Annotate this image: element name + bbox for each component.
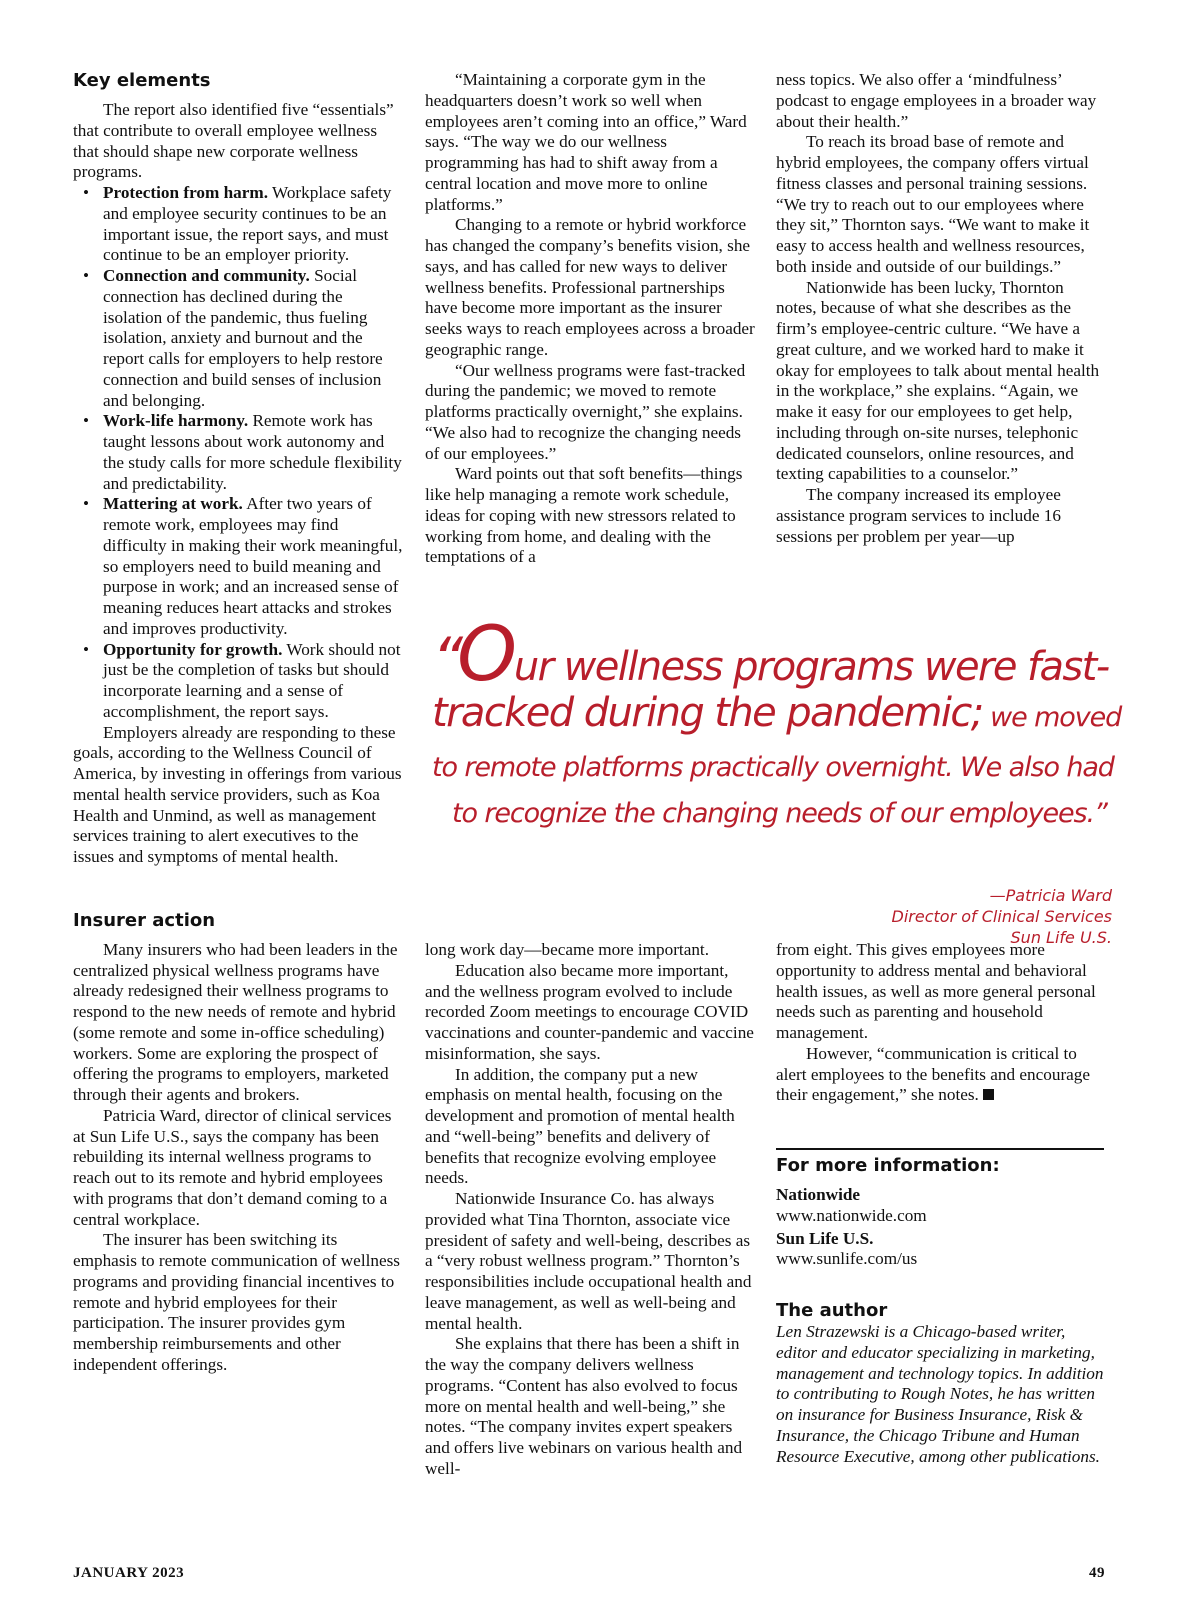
column-right-bottom — [776, 940, 1106, 1106]
url-sunlife[interactable]: www.sunlife.com/us — [776, 1249, 918, 1269]
paragraph: To reach its broad base of remote and hybrid employees, the company offers virtual fitness classes and personal training sessions. “We try to reach out to our employees where they sit,” Thornton says. “We want to make it easy to access health and wellness resources, both inside and outside of our buildings.” — [776, 132, 1090, 276]
column-middle-bottom — [425, 940, 755, 1480]
footer-issue: JANUARY 2023 — [73, 1565, 185, 1581]
bullet-title: Connection and community. — [103, 266, 310, 285]
bullet-title: Opportunity for growth. — [103, 639, 283, 659]
author-bio: Len Strazewski is a Chicago-based writer, editor and educator specializing in marketing, management and technology topics. In addition to contributing to Rough Notes, he has written on insurance for Business Insurance, Risk & Insurance, the Chicago Tribune and Human Resource Executive, among other publications. — [776, 1322, 1104, 1466]
column-left — [73, 70, 403, 1376]
column-middle-top — [425, 70, 755, 568]
paragraph: ness topics. We also offer a ‘mindfulness’ podcast to engage employees in a broader way about their health.” — [776, 70, 1097, 131]
closing-text: However, “communication is critical to alert employees to the benefits and encourage their engagement,” she notes. — [776, 1043, 1091, 1105]
list-item: • Opportunity for growth. Work should not just be the completion of tasks but should incorporate learning and a sense of accomplishment, the report says. — [83, 639, 401, 721]
org-nationwide — [776, 1185, 1106, 1206]
heading-the-author: The author — [776, 1300, 888, 1321]
paragraph: from eight. This gives employees more opportunity to address mental and behavioral health issues, as well as more general personal needs such as parenting and household management. — [776, 940, 1096, 1042]
pull-quote-line-4: to recognize the changing needs of our employees.” — [452, 798, 1107, 829]
list-item: • Mattering at work. After two years of remote work, employees may find difficulty in making their work meaningful, so employers need to build meaning and purpose in work; and an increased sense of meaning reduces heart attacks and strokes and improves productivity. — [83, 494, 403, 638]
column-right-top — [776, 70, 1106, 547]
pull-quote-text: we moved — [982, 702, 1122, 733]
paragraph: long work day—became more important. — [425, 940, 709, 959]
bullet-text: After two years of remote work, employees may find difficulty in making their work meaningful, so employers need to build meaning and purpose in work; and an increased sense of meaning reduces heart attacks and strokes and improves productivity. — [103, 494, 403, 638]
essentials-list — [73, 183, 403, 723]
paragraph: Nationwide Insurance Co. has always provided what Tina Thornton, associate vice president of safety and well-being, describes as a “very robust wellness program.” Thornton’s responsibilities include occupational health and leave management, as well as well-being and mental health. — [425, 1189, 752, 1333]
open-quote-mark: “ — [432, 625, 458, 695]
bullet-title: Work-life harmony. — [103, 411, 249, 431]
paragraph: Many insurers who had been leaders in the centralized physical wellness programs have already redesigned their wellness programs to respond to the new needs of remote and hybrid (some remote and some in-office scheduling) workers. Some are exploring the prospect of offering the programs to employers, marketed through their agents and brokers. — [73, 939, 398, 1104]
paragraph: Patricia Ward, director of clinical services at Sun Life U.S., says the company has been rebuilding its internal wellness programs to reach out to its remote and hybrid employees with programs that don’t demand coming to a central workplace. — [73, 1105, 392, 1229]
pull-quote-text: tracked during the pandemic; — [432, 690, 983, 736]
list-item: • Protection from harm. Workplace safety and employee security continues to be an important issue, the report says, and must continue to be an employer priority. — [83, 183, 392, 265]
drop-cap: O — [457, 609, 514, 698]
pull-quote-line-3: to remote platforms practically overnight. We also had — [432, 752, 1114, 783]
list-item: • Connection and community. Social connection has declined during the isolation of the pandemic, thus fueling isolation, anxiety and burnout and the report calls for employers to help restore connection and build senses of inclusion and belonging. — [83, 266, 383, 410]
pull-quote-text: ur wellness programs were fast- — [513, 644, 1109, 690]
heading-insurer-action: Insurer action — [73, 909, 216, 931]
paragraph: She explains that there has been a shift in the way the company delivers wellness programs. “Content has also evolved to focus more on mental health and well-being,” she notes. “The company invites expert speakers and offers live webinars on various health and well- — [425, 1334, 743, 1478]
attribution-name: —Patricia Ward — [989, 886, 1112, 905]
heading-more-info: For more information: — [776, 1155, 1000, 1176]
attribution-company: Sun Life U.S. — [1010, 928, 1112, 947]
paragraph: “Maintaining a corporate gym in the headquarters doesn’t work so well when employees aren’t coming into an office,” Ward says. “The way we do our wellness programming has had to shift away from a central location and move more to online platforms.” — [425, 70, 747, 214]
pull-quote-line-2 — [432, 687, 1132, 741]
attribution-title: Director of Clinical Services — [891, 907, 1112, 926]
paragraph: Changing to a remote or hybrid workforce has changed the company’s benefits vision, she says, and has called for new ways to deliver wellness benefits. Professional partnerships have become more important as the insurer seeks ways to reach employees across a broader geographic range. — [425, 215, 755, 359]
org-name: Nationwide — [776, 1185, 861, 1204]
paragraph: Ward points out that soft benefits—things like help managing a remote work schedule, ideas for coping with new stressors related to working from home, and dealing with the temptations of a — [425, 464, 743, 567]
paragraph: The insurer has been switching its emphasis to remote communication of wellness programs and providing financial incentives to remote and hybrid employees for their participation. The insurer provides gym membership reimbursements and other independent offerings. — [73, 1230, 400, 1374]
paragraph: Education also became more important, and the wellness program evolved to include recorded Zoom meetings to encourage COVID vaccinations and counter-pandemic and vaccine misinformation, she says. — [425, 960, 754, 1063]
url-nationwide[interactable]: www.nationwide.com — [776, 1205, 927, 1225]
paragraph: Employers already are responding to these goals, according to the Wellness Council of America, by investing in offerings from various mental health service providers, such as Koa Health and Unmind, as well as management services training to alert executives to the issues and symptoms of mental health. — [73, 722, 402, 866]
pull-quote-attribution — [892, 885, 1112, 948]
bullet-text: Work should not just be the completion of tasks but should incorporate learning and a sense of accomplishment, the report says. — [103, 639, 401, 721]
paragraph — [776, 1044, 1106, 1106]
paragraph: The company increased its employee assistance program services to include 16 sessions per problem per year—up — [776, 485, 1061, 546]
heading-key-elements: Key elements — [73, 70, 211, 91]
org-name: Sun Life U.S. — [776, 1228, 874, 1248]
bullet-title: Protection from harm. — [103, 183, 268, 202]
paragraph: In addition, the company put a new emphasis on mental health, focusing on the development and promotion of mental health and “well-being” benefits and delivery of benefits that recognize evolving employee needs. — [425, 1064, 735, 1188]
pull-quote-line-1 — [432, 609, 1132, 698]
bullet-text: Social connection has declined during the isolation of the pandemic, thus fueling isolation, anxiety and burnout and the report calls for employers to help restore connection and build senses of inclusion and belonging. — [103, 266, 383, 410]
pull-quote — [432, 609, 1132, 837]
divider-rule — [776, 1148, 1104, 1150]
end-mark-icon — [983, 1089, 994, 1100]
org-sunlife — [776, 1229, 1106, 1250]
more-info-box — [776, 1155, 1106, 1467]
paragraph: Nationwide has been lucky, Thornton notes, because of what she describes as the firm’s employee-centric culture. “We have a great culture, and we worked hard to make it okay for employees to talk about mental health in the workplace,” she explains. “Again, we make it easy for our employees to get help, including through on-site nurses, telephonic dedicated counselors, online resources, and texting capabilities to a counselor.” — [776, 277, 1100, 484]
footer-page-number: 49 — [1089, 1565, 1105, 1581]
bullet-text: Remote work has taught lessons about work autonomy and the study calls for more schedule flexibility and predictability. — [103, 411, 402, 493]
paragraph: The report also identified five “essentials” that contribute to overall employee wellness that should shape new corporate wellness programs. — [73, 100, 394, 182]
bullet-title: Mattering at work. — [103, 494, 243, 514]
list-item: • Work-life harmony. Remote work has taught lessons about work autonomy and the study calls for more schedule flexibility and predictability. — [83, 411, 402, 493]
bullet-text: Workplace safety and employee security continues to be an important issue, the report says, and must continue to be an employer priority. — [103, 183, 392, 265]
paragraph: “Our wellness programs were fast-tracked during the pandemic; we moved to remote platforms practically overnight,” she explains. “We also had to recognize the changing needs of our employees.” — [425, 360, 746, 463]
